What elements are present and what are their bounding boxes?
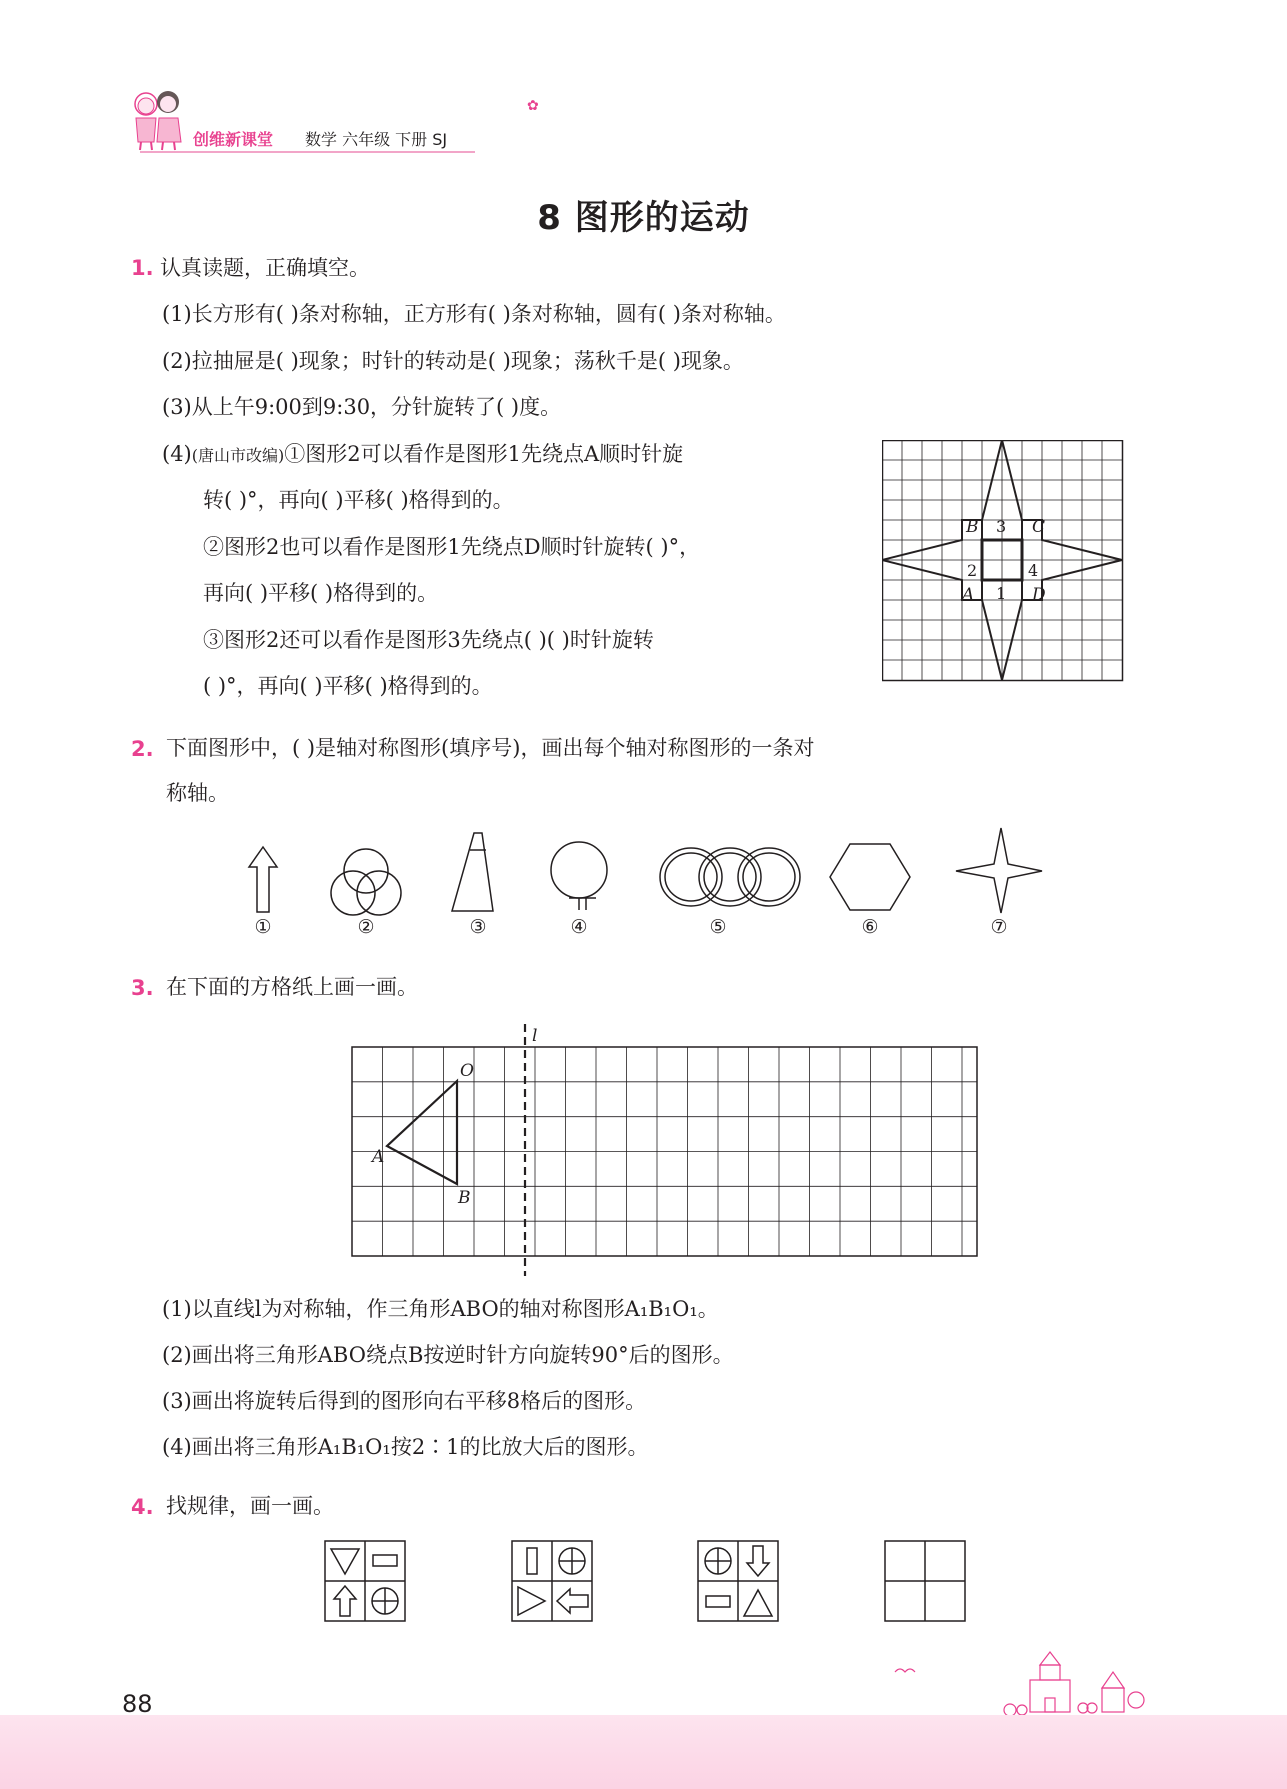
q1-part3: (3)从上午9:00到9:30，分针旋转了( )度。	[162, 395, 562, 419]
q3-sub2: (2)画出将三角形ABO绕点B按逆时针方向旋转90°后的图形。	[162, 1343, 734, 1367]
label-A: A	[962, 585, 975, 605]
triangle-up-icon	[744, 1590, 772, 1616]
q1-part2: (2)拉抽屉是( )现象；时针的转动是( )现象；荡秋千是( )现象。	[162, 349, 744, 373]
axis-label-l: l	[532, 1026, 538, 1046]
triangle-down-icon	[331, 1549, 359, 1574]
point-label-A: A	[372, 1147, 385, 1167]
q3-sub4: (4)画出将三角形A₁B₁O₁按2∶1的比放大后的图形。	[162, 1435, 649, 1459]
label-C: C	[1032, 517, 1046, 537]
q3-stem: 在下面的方格纸上画一画。	[166, 975, 418, 999]
pattern-box-3	[698, 1541, 778, 1621]
shape-3-cone	[452, 833, 493, 911]
pattern-box-answer	[885, 1541, 965, 1621]
q1-part4-a2: 转( )°，再向( )平移( )格得到的。	[203, 488, 514, 512]
page-number: 88	[122, 1690, 153, 1718]
shape-label-4: ④	[570, 916, 588, 938]
header-logo	[128, 86, 188, 152]
shape-7-star	[956, 828, 1042, 913]
label-3: 3	[996, 517, 1007, 536]
point-label-O: O	[460, 1061, 474, 1081]
q1-grid-figure	[882, 440, 1126, 684]
point-label-B: B	[458, 1188, 471, 1208]
q1-part4-line1	[162, 439, 683, 471]
q3-sub1: (1)以直线l为对称轴，作三角形ABO的轴对称图形A₁B₁O₁。	[162, 1297, 719, 1321]
q1-number: 1.	[131, 256, 154, 280]
castle-decoration-icon	[890, 1650, 1150, 1715]
flower-icon: ✿	[527, 98, 539, 114]
q4-number: 4.	[131, 1495, 154, 1519]
q2-line2: 称轴。	[166, 781, 229, 805]
shape-5-rings	[660, 848, 800, 906]
label-2: 2	[967, 561, 978, 580]
shape-label-1: ①	[254, 916, 272, 938]
q1-part4-b2: 再向( )平移( )格得到的。	[203, 581, 439, 605]
label-4: 4	[1028, 561, 1039, 580]
label-D: D	[1032, 585, 1046, 605]
q3-sub3: (3)画出将旋转后得到的图形向右平移8格后的图形。	[162, 1389, 647, 1413]
section-title: 8 图形的运动	[537, 198, 750, 238]
q1-part1: (1)长方形有( )条对称轴，正方形有( )条对称轴，圆有( )条对称轴。	[162, 302, 786, 326]
q2-number: 2.	[131, 737, 154, 761]
rect-horizontal-icon	[706, 1596, 730, 1607]
q1-part4-c2: ( )°，再向( )平移( )格得到的。	[203, 674, 493, 698]
q3-grid	[350, 1020, 980, 1278]
q2-shapes	[230, 820, 1070, 920]
footer-band	[0, 1715, 1287, 1789]
arrow-left-icon	[557, 1589, 588, 1613]
shape-2-triquetra	[331, 849, 401, 915]
triangle-right-icon	[518, 1587, 545, 1615]
cartoon-kids-icon	[128, 86, 188, 152]
triangle-ABO	[387, 1081, 457, 1184]
rect-horizontal-icon	[373, 1555, 397, 1566]
shape-label-3: ③	[469, 916, 487, 938]
q1-part4-c1: ③图形2还可以看作是图形3先绕点( )( )时针旋转	[203, 628, 654, 652]
q1-part4-source: (唐山市改编)	[191, 446, 285, 465]
shape-label-6: ⑥	[861, 916, 879, 938]
q1-part4-b1: ②图形2也可以看作是图形1先绕点D顺时针旋转( )°，	[203, 535, 701, 559]
label-1: 1	[996, 584, 1007, 603]
q4-patterns	[320, 1536, 980, 1626]
shape-label-5: ⑤	[709, 916, 727, 938]
q1-part4-a1: ①图形2可以看作是图形1先绕点A顺时针旋	[284, 442, 684, 466]
pattern-box-2	[512, 1541, 592, 1621]
arrow-up-icon	[334, 1586, 356, 1616]
q2-line1: 下面图形中，( )是轴对称图形(填序号)，画出每个轴对称图形的一条对	[166, 736, 815, 760]
pattern-box-1	[325, 1541, 405, 1621]
shape-1-arrow	[249, 847, 277, 912]
header-divider	[140, 151, 475, 153]
label-B: B	[966, 517, 979, 537]
book-info: 数学 六年级 下册 SJ	[305, 130, 448, 149]
shape-6-hexagon	[830, 844, 910, 910]
q3-number: 3.	[131, 976, 154, 1000]
brand-name: 创维新课堂	[193, 130, 274, 149]
q1-stem: 认真读题，正确填空。	[160, 256, 370, 280]
rect-vertical-icon	[527, 1548, 537, 1574]
shape-4-balloon	[551, 842, 607, 910]
shape-label-7: ⑦	[990, 916, 1008, 938]
q4-stem: 找规律，画一画。	[166, 1494, 334, 1518]
arrow-down-icon	[747, 1546, 769, 1576]
shape-label-2: ②	[357, 916, 375, 938]
q1-part4-label: (4)	[162, 442, 192, 466]
q1-grid-lines	[882, 440, 1122, 680]
